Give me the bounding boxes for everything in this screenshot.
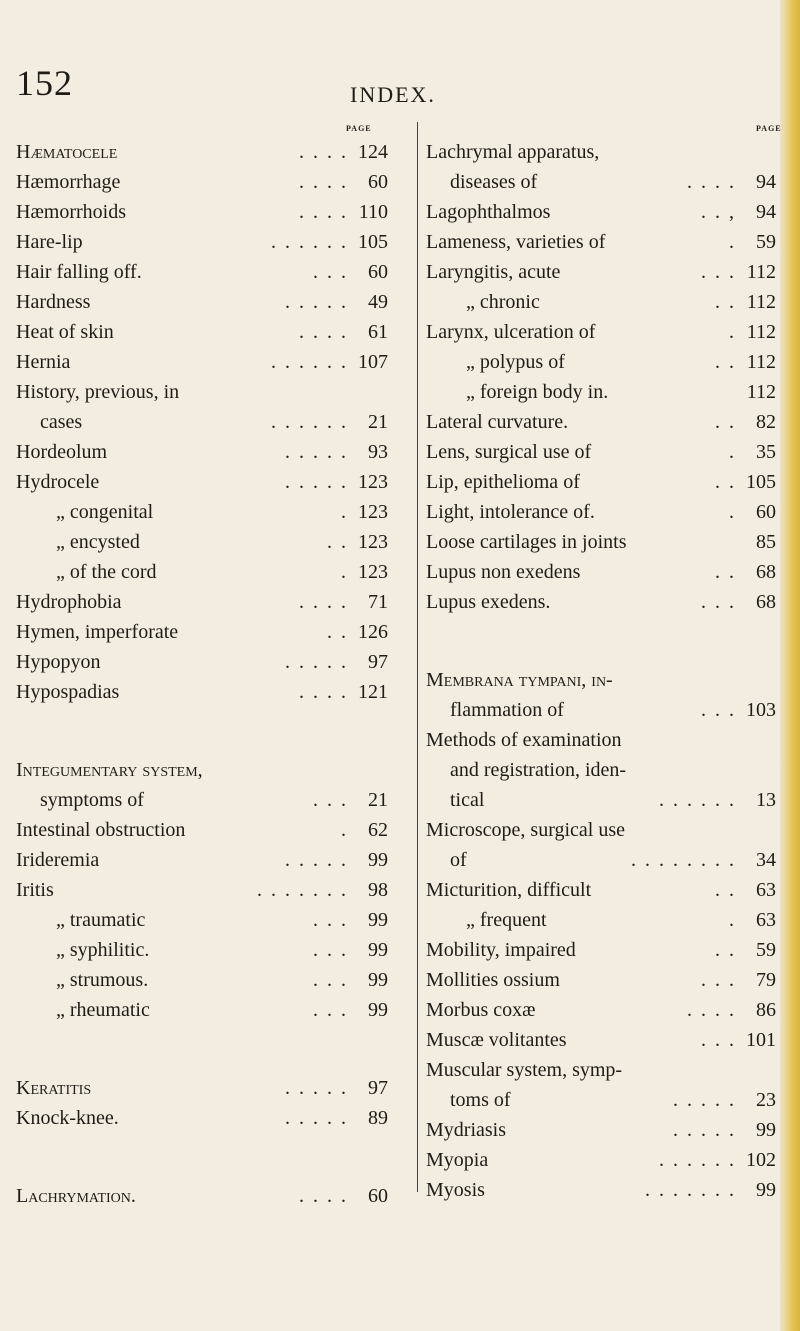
entry-page-number: 99	[756, 1179, 776, 1201]
entry-page-number: 112	[746, 291, 776, 313]
entry-term: Hernia	[16, 351, 71, 373]
leader-dots: . . . .	[687, 995, 736, 1025]
leader-dots: . . . . .	[673, 1115, 736, 1145]
index-entry	[426, 875, 796, 905]
index-entry	[16, 905, 408, 935]
index-entry	[426, 557, 796, 587]
entry-term: Lupus exedens.	[426, 591, 551, 613]
index-entry	[426, 257, 796, 287]
index-entry	[16, 935, 408, 965]
entry-term: „ encysted	[56, 531, 140, 553]
entry-term: Muscæ volitantes	[426, 1029, 567, 1051]
index-entry	[426, 137, 796, 167]
index-entry	[426, 665, 796, 695]
column-divider	[417, 122, 418, 1192]
leader-dots: . . .	[701, 1025, 736, 1055]
entry-page-number: 126	[358, 621, 388, 643]
index-entry	[16, 1103, 408, 1133]
column-heading-right: PAGE	[756, 124, 782, 133]
index-entry	[16, 557, 408, 587]
entry-page-number: 59	[756, 939, 776, 961]
entry-page-number: 99	[368, 939, 388, 961]
index-entry	[16, 587, 408, 617]
index-entry	[16, 677, 408, 707]
index-entry	[426, 587, 796, 617]
index-entry	[426, 227, 796, 257]
entry-term: Lens, surgical use of	[426, 441, 592, 463]
leader-dots: . .	[715, 875, 736, 905]
entry-term: Hydrophobia	[16, 591, 122, 613]
entry-page-number: 97	[368, 651, 388, 673]
index-entry	[16, 1181, 408, 1211]
entry-page-number: 105	[358, 231, 388, 253]
leader-dots: . . .	[313, 905, 348, 935]
entry-term: symptoms of	[40, 789, 144, 811]
leader-dots: . . . . .	[285, 467, 348, 497]
index-entry	[16, 317, 408, 347]
entry-term: Mobility, impaired	[426, 939, 576, 961]
index-entry	[426, 755, 796, 785]
entry-term: Lachrymation.	[16, 1185, 136, 1207]
entry-term: Methods of examination	[426, 729, 622, 751]
entry-term: diseases of	[450, 171, 538, 193]
leader-dots: . . . .	[687, 167, 736, 197]
leader-dots: . . . . . . .	[645, 1175, 736, 1205]
entry-term: Hæmatocele	[16, 141, 118, 163]
entry-page-number: 123	[358, 471, 388, 493]
entry-page-number: 89	[368, 1107, 388, 1129]
entry-page-number: 99	[368, 969, 388, 991]
leader-dots: . . .	[313, 935, 348, 965]
entry-term: Loose cartilages in joints	[426, 531, 627, 553]
index-column-right	[426, 137, 796, 1205]
leader-dots: .	[341, 815, 348, 845]
index-entry	[426, 1085, 796, 1115]
index-entry	[426, 1055, 796, 1085]
index-entry	[426, 995, 796, 1025]
leader-dots: . . .	[701, 587, 736, 617]
entry-term: Hydrocele	[16, 471, 100, 493]
index-entry	[426, 377, 796, 407]
index-entry	[426, 815, 796, 845]
entry-page-number: 61	[368, 321, 388, 343]
entry-page-number: 112	[746, 351, 776, 373]
entry-term: „ strumous.	[56, 969, 149, 991]
index-entry	[16, 1073, 408, 1103]
entry-page-number: 99	[368, 849, 388, 871]
index-entry	[426, 437, 796, 467]
leader-dots: . . . . .	[285, 1073, 348, 1103]
index-entry	[426, 1025, 796, 1055]
leader-dots: . .	[715, 407, 736, 437]
entry-term: „ congenital	[56, 501, 154, 523]
entry-page-number: 85	[756, 531, 776, 553]
entry-term: Morbus coxæ	[426, 999, 536, 1021]
index-entry	[16, 965, 408, 995]
leader-dots: . .	[715, 935, 736, 965]
entry-term: Lip, epithelioma of	[426, 471, 580, 493]
entry-page-number: 110	[358, 201, 388, 223]
entry-page-number: 98	[368, 879, 388, 901]
index-entry	[426, 497, 796, 527]
entry-term: Mollities ossium	[426, 969, 560, 991]
entry-term: of	[450, 849, 467, 871]
entry-page-number: 94	[756, 171, 776, 193]
entry-page-number: 60	[368, 1185, 388, 1207]
leader-dots: .	[729, 437, 736, 467]
entry-term: Hæmorrhage	[16, 171, 121, 193]
entry-term: tical	[450, 789, 485, 811]
leader-dots: . . . .	[299, 167, 348, 197]
entry-page-number: 99	[756, 1119, 776, 1141]
entry-term: Light, intolerance of.	[426, 501, 595, 523]
entry-page-number: 79	[756, 969, 776, 991]
index-entry	[16, 377, 408, 407]
entry-term: Intestinal obstruction	[16, 819, 186, 841]
entry-page-number: 60	[756, 501, 776, 523]
running-head: INDEX.	[350, 82, 436, 107]
leader-dots: . . . . .	[285, 287, 348, 317]
entry-term: Hare-lip	[16, 231, 83, 253]
index-entry	[16, 287, 408, 317]
entry-term: Hypopyon	[16, 651, 101, 673]
entry-term: Microscope, surgical use	[426, 819, 626, 841]
entry-page-number: 103	[746, 699, 776, 721]
entry-term: „ of the cord	[56, 561, 157, 583]
entry-page-number: 94	[756, 201, 776, 223]
leader-dots: . . . . . . .	[257, 875, 348, 905]
index-entry	[16, 527, 408, 557]
entry-term: Hardness	[16, 291, 91, 313]
column-heading-left: PAGE	[346, 124, 372, 133]
index-entry	[426, 1115, 796, 1145]
leader-dots: . . . . . .	[271, 347, 348, 377]
entry-term: „ frequent	[466, 909, 547, 931]
entry-page-number: 101	[746, 1029, 776, 1051]
entry-term: „ rheumatic	[56, 999, 150, 1021]
entry-term: Iritis	[16, 879, 54, 901]
index-entry	[426, 785, 796, 815]
entry-page-number: 102	[746, 1149, 776, 1171]
leader-dots: .	[729, 497, 736, 527]
entry-page-number: 60	[368, 261, 388, 283]
entry-term: History, previous, in	[16, 381, 180, 403]
entry-page-number: 34	[756, 849, 776, 871]
leader-dots: . . .	[313, 257, 348, 287]
index-entry	[426, 467, 796, 497]
leader-dots: . .	[327, 617, 348, 647]
index-entry	[426, 1145, 796, 1175]
index-entry	[16, 647, 408, 677]
leader-dots: . . .	[313, 785, 348, 815]
index-entry	[426, 347, 796, 377]
index-entry	[16, 755, 408, 785]
leader-dots: . . .	[313, 965, 348, 995]
leader-dots: . . . .	[299, 587, 348, 617]
entry-term: Integumentary system,	[16, 759, 203, 781]
leader-dots: . . . .	[299, 197, 348, 227]
entry-term: Muscular system, symp-	[426, 1059, 623, 1081]
entry-term: Hymen, imperforate	[16, 621, 179, 643]
index-entry	[426, 527, 796, 557]
entry-term: flammation of	[450, 699, 564, 721]
entry-term: „ traumatic	[56, 909, 146, 931]
section-gap	[426, 617, 796, 665]
entry-term: Lameness, varieties of	[426, 231, 606, 253]
index-entry	[16, 845, 408, 875]
index-entry	[16, 617, 408, 647]
index-entry	[16, 137, 408, 167]
entry-page-number: 99	[368, 909, 388, 931]
entry-page-number: 21	[368, 789, 388, 811]
entry-term: Membrana tympani, in-	[426, 669, 613, 691]
entry-term: Heat of skin	[16, 321, 114, 343]
leader-dots: . .	[715, 467, 736, 497]
entry-term: cases	[40, 411, 83, 433]
leader-dots: . . . . . . . .	[631, 845, 736, 875]
entry-page-number: 23	[756, 1089, 776, 1111]
leader-dots: . . . . . .	[659, 785, 736, 815]
entry-page-number: 63	[756, 909, 776, 931]
index-entry	[426, 905, 796, 935]
entry-term: Hæmorrhoids	[16, 201, 126, 223]
leader-dots: .	[729, 227, 736, 257]
entry-page-number: 21	[368, 411, 388, 433]
index-entry	[16, 227, 408, 257]
entry-term: Keratitis	[16, 1077, 92, 1099]
leader-dots: . . . .	[299, 137, 348, 167]
entry-page-number: 123	[358, 501, 388, 523]
entry-page-number: 123	[358, 531, 388, 553]
index-entry	[426, 965, 796, 995]
entry-page-number: 124	[358, 141, 388, 163]
entry-term: Mydriasis	[426, 1119, 506, 1141]
page-number: 152	[16, 63, 73, 103]
entry-page-number: 93	[368, 441, 388, 463]
entry-term: „ chronic	[466, 291, 540, 313]
leader-dots: . . .	[701, 257, 736, 287]
entry-page-number: 107	[358, 351, 388, 373]
leader-dots: . .	[327, 527, 348, 557]
leader-dots: .	[729, 905, 736, 935]
entry-page-number: 105	[746, 471, 776, 493]
section-gap	[16, 1133, 408, 1181]
index-entry	[16, 497, 408, 527]
entry-term: Myopia	[426, 1149, 489, 1171]
leader-dots: . . ,	[701, 197, 736, 227]
entry-page-number: 86	[756, 999, 776, 1021]
leader-dots: . . . .	[299, 317, 348, 347]
entry-term: and registration, iden-	[450, 759, 627, 781]
index-entry	[426, 287, 796, 317]
index-entry	[426, 935, 796, 965]
leader-dots: . . .	[701, 965, 736, 995]
entry-page-number: 68	[756, 591, 776, 613]
leader-dots: . . . .	[299, 1181, 348, 1211]
entry-page-number: 62	[368, 819, 388, 841]
entry-term: Irideremia	[16, 849, 100, 871]
section-gap	[16, 1025, 408, 1073]
entry-page-number: 123	[358, 561, 388, 583]
leader-dots: . .	[715, 287, 736, 317]
section-gap	[16, 707, 408, 755]
index-entry	[16, 437, 408, 467]
leader-dots: . . .	[313, 995, 348, 1025]
entry-term: Lateral curvature.	[426, 411, 569, 433]
entry-page-number: 60	[368, 171, 388, 193]
entry-page-number: 68	[756, 561, 776, 583]
entry-page-number: 112	[746, 261, 776, 283]
leader-dots: . . . . .	[673, 1085, 736, 1115]
leader-dots: . . . . .	[285, 647, 348, 677]
entry-page-number: 35	[756, 441, 776, 463]
entry-term: Lagophthalmos	[426, 201, 551, 223]
entry-page-number: 13	[756, 789, 776, 811]
entry-term: Micturition, difficult	[426, 879, 592, 901]
entry-term: Lupus non exedens	[426, 561, 581, 583]
index-entry	[426, 407, 796, 437]
index-entry	[426, 317, 796, 347]
entry-term: Lachrymal apparatus,	[426, 141, 600, 163]
leader-dots: . . . . . .	[271, 407, 348, 437]
index-entry	[426, 695, 796, 725]
index-entry	[426, 1175, 796, 1205]
entry-term: Myosis	[426, 1179, 485, 1201]
entry-page-number: 71	[368, 591, 388, 613]
entry-term: „ polypus of	[466, 351, 565, 373]
leader-dots: . . .	[701, 695, 736, 725]
index-entry	[16, 995, 408, 1025]
index-entry	[16, 257, 408, 287]
index-entry	[16, 347, 408, 377]
entry-page-number: 82	[756, 411, 776, 433]
leader-dots: . . . .	[299, 677, 348, 707]
entry-term: Hordeolum	[16, 441, 108, 463]
entry-term: Laryngitis, acute	[426, 261, 561, 283]
leader-dots: .	[729, 317, 736, 347]
index-entry	[16, 785, 408, 815]
leader-dots: . . . . .	[285, 437, 348, 467]
leader-dots: . . . . . .	[271, 227, 348, 257]
index-entry	[16, 407, 408, 437]
entry-term: „ syphilitic.	[56, 939, 150, 961]
index-entry	[16, 467, 408, 497]
entry-term: Larynx, ulceration of	[426, 321, 596, 343]
leader-dots: . . . . .	[285, 845, 348, 875]
leader-dots: .	[341, 497, 348, 527]
index-entry	[426, 167, 796, 197]
entry-term: „ foreign body in.	[466, 381, 609, 403]
index-entry	[426, 845, 796, 875]
entry-page-number: 121	[358, 681, 388, 703]
index-entry	[16, 815, 408, 845]
entry-page-number: 112	[746, 381, 776, 403]
entry-page-number: 59	[756, 231, 776, 253]
entry-page-number: 112	[746, 321, 776, 343]
index-entry	[16, 167, 408, 197]
entry-term: Hair falling off.	[16, 261, 142, 283]
index-entry	[426, 725, 796, 755]
leader-dots: .	[341, 557, 348, 587]
entry-term: toms of	[450, 1089, 511, 1111]
index-entry	[16, 197, 408, 227]
index-entry	[16, 875, 408, 905]
entry-page-number: 99	[368, 999, 388, 1021]
leader-dots: . . . . .	[285, 1103, 348, 1133]
entry-page-number: 63	[756, 879, 776, 901]
leader-dots: . .	[715, 557, 736, 587]
index-column-left	[16, 137, 408, 1211]
entry-term: Knock-knee.	[16, 1107, 119, 1129]
index-entry	[426, 197, 796, 227]
leader-dots: . . . . . .	[659, 1145, 736, 1175]
entry-page-number: 97	[368, 1077, 388, 1099]
entry-page-number: 49	[368, 291, 388, 313]
leader-dots: . .	[715, 347, 736, 377]
entry-term: Hypospadias	[16, 681, 120, 703]
